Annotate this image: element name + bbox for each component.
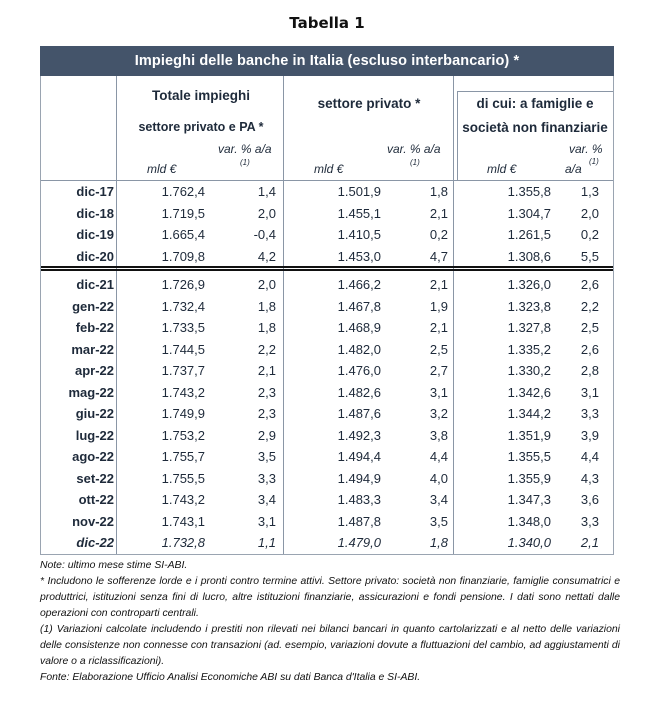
cell-private-var: 1,8 bbox=[429, 535, 448, 550]
cell-private-mld: 1.482,6 bbox=[337, 384, 381, 400]
cell-total-mld: 1.737,7 bbox=[161, 363, 205, 378]
row-label: mar-22 bbox=[71, 341, 114, 357]
cell-total-var: 2,3 bbox=[257, 406, 276, 421]
cell-total-var: 1,8 bbox=[257, 298, 276, 314]
note-variations: (1) Variazioni calcolate includendo i prestiti non rilevati nei bilanci bancari in quanto cartolarizzati e al netto delle variazioni delle consistenze non connesse con transazioni (ad. esempio, variazioni dovute a fluttuazioni del cambio, ad aggiustamenti di valore o a riclassificazioni). bbox=[40, 624, 620, 667]
cell-total-mld: 1.755,7 bbox=[161, 449, 205, 464]
cell-households-var: 2,2 bbox=[580, 298, 599, 314]
cell-private-mld: 1.479,0 bbox=[337, 535, 381, 550]
cell-total-var: 2,1 bbox=[257, 363, 276, 378]
table-row bbox=[41, 274, 613, 296]
cell-total-mld: 1.665,4 bbox=[161, 227, 205, 242]
double-separator bbox=[41, 266, 613, 271]
row-label: lug-22 bbox=[75, 427, 114, 443]
cell-total-mld: 1.744,5 bbox=[161, 341, 205, 357]
row-label: dic-20 bbox=[76, 248, 114, 264]
cell-households-mld: 1.330,2 bbox=[507, 363, 551, 378]
cell-households-mld: 1.347,3 bbox=[507, 492, 551, 507]
cell-private-var: 1,9 bbox=[429, 298, 448, 314]
cell-households-mld: 1.342,6 bbox=[507, 384, 551, 400]
header-settore-privato-pa: settore privato e PA * bbox=[138, 120, 264, 134]
table-row bbox=[41, 296, 613, 318]
cell-private-mld: 1.468,9 bbox=[337, 320, 381, 335]
row-label: mag-22 bbox=[68, 384, 114, 400]
cell-total-var: 4,2 bbox=[257, 248, 276, 264]
cell-private-var: 2,1 bbox=[429, 320, 448, 335]
cell-private-var: 2,1 bbox=[429, 205, 448, 221]
cell-households-var: 3,3 bbox=[580, 406, 599, 421]
unit-var-3b: a/a bbox=[565, 162, 582, 176]
table-row bbox=[41, 246, 613, 268]
table-row bbox=[41, 489, 613, 511]
table-title: Tabella 1 bbox=[289, 14, 365, 32]
cell-households-mld: 1.308,6 bbox=[507, 248, 551, 264]
cell-total-var: 3,1 bbox=[257, 513, 276, 529]
footnote-ref-3: (1) bbox=[589, 157, 599, 166]
row-label: giu-22 bbox=[75, 406, 114, 421]
row-label: ago-22 bbox=[72, 449, 114, 464]
row-label: ott-22 bbox=[78, 492, 114, 507]
cell-private-mld: 1.492,3 bbox=[337, 427, 381, 443]
cell-households-var: 3,3 bbox=[580, 513, 599, 529]
cell-private-mld: 1.455,1 bbox=[337, 205, 381, 221]
cell-private-var: 2,7 bbox=[429, 363, 448, 378]
cell-total-mld: 1.743,1 bbox=[161, 513, 205, 529]
cell-private-mld: 1.467,8 bbox=[337, 298, 381, 314]
table-row bbox=[41, 339, 613, 361]
header-totale-impieghi: Totale impieghi bbox=[151, 88, 250, 103]
cell-households-var: 5,5 bbox=[580, 248, 599, 264]
cell-households-mld: 1.355,8 bbox=[507, 184, 551, 199]
cell-households-var: 2,0 bbox=[580, 205, 599, 221]
table-row bbox=[41, 382, 613, 404]
row-label: feb-22 bbox=[75, 320, 114, 335]
header-famiglie-line1: di cui: a famiglie e bbox=[476, 96, 594, 111]
row-label: dic-17 bbox=[76, 184, 114, 199]
row-label: apr-22 bbox=[74, 363, 114, 378]
row-label: dic-19 bbox=[76, 227, 114, 242]
cell-total-var: 2,9 bbox=[257, 427, 276, 443]
cell-total-var: -0,4 bbox=[253, 227, 276, 242]
table-row bbox=[41, 403, 613, 425]
header-underline bbox=[457, 91, 613, 92]
unit-mld-3: mld € bbox=[487, 162, 517, 176]
table-row bbox=[41, 360, 613, 382]
cell-households-mld: 1.351,9 bbox=[507, 427, 551, 443]
cell-households-mld: 1.335,2 bbox=[507, 341, 551, 357]
unit-mld-2: mld € bbox=[314, 162, 344, 176]
cell-households-mld: 1.261,5 bbox=[507, 227, 551, 242]
unit-var-2: var. % a/a bbox=[387, 142, 441, 156]
cell-total-mld: 1.743,2 bbox=[161, 492, 205, 507]
cell-households-var: 3,6 bbox=[580, 492, 599, 507]
unit-mld-1: mld € bbox=[147, 162, 177, 176]
footnote-ref-1: (1) bbox=[240, 158, 250, 167]
cell-households-mld: 1.304,7 bbox=[507, 205, 551, 221]
table-row bbox=[41, 203, 613, 225]
cell-households-var: 3,1 bbox=[580, 384, 599, 400]
cell-households-mld: 1.344,2 bbox=[507, 406, 551, 421]
cell-private-var: 2,1 bbox=[429, 277, 448, 292]
table-banner: Impieghi delle banche in Italia (escluso interbancario) * bbox=[40, 46, 614, 76]
row-label: nov-22 bbox=[72, 513, 114, 529]
cell-households-mld: 1.326,0 bbox=[507, 277, 551, 292]
unit-var-3a: var. % bbox=[569, 142, 603, 156]
row-label: set-22 bbox=[76, 470, 114, 486]
cell-private-var: 3,5 bbox=[429, 513, 448, 529]
cell-households-var: 2,6 bbox=[580, 277, 599, 292]
cell-total-var: 3,3 bbox=[257, 470, 276, 486]
cell-private-mld: 1.483,3 bbox=[337, 492, 381, 507]
cell-households-mld: 1.355,9 bbox=[507, 470, 551, 486]
cell-households-mld: 1.340,0 bbox=[507, 535, 551, 550]
cell-private-var: 2,5 bbox=[429, 341, 448, 357]
cell-households-var: 4,3 bbox=[580, 470, 599, 486]
cell-private-mld: 1.487,8 bbox=[337, 513, 381, 529]
cell-total-mld: 1.726,9 bbox=[161, 277, 205, 292]
cell-total-mld: 1.755,5 bbox=[161, 470, 205, 486]
cell-private-mld: 1.501,9 bbox=[337, 184, 381, 199]
table-row bbox=[41, 425, 613, 447]
cell-private-var: 4,7 bbox=[429, 248, 448, 264]
table-row bbox=[41, 224, 613, 246]
table-row bbox=[41, 181, 613, 203]
cell-total-var: 3,4 bbox=[257, 492, 276, 507]
cell-private-var: 3,4 bbox=[429, 492, 448, 507]
cell-private-var: 3,2 bbox=[429, 406, 448, 421]
cell-private-mld: 1.494,9 bbox=[337, 470, 381, 486]
cell-private-mld: 1.466,2 bbox=[337, 277, 381, 292]
cell-households-var: 2,5 bbox=[580, 320, 599, 335]
cell-households-mld: 1.327,8 bbox=[507, 320, 551, 335]
unit-var-1: var. % a/a bbox=[218, 142, 272, 156]
cell-households-var: 4,4 bbox=[580, 449, 599, 464]
cell-private-var: 4,0 bbox=[429, 470, 448, 486]
cell-private-mld: 1.476,0 bbox=[337, 363, 381, 378]
cell-total-mld: 1.709,8 bbox=[161, 248, 205, 264]
cell-total-var: 1,4 bbox=[257, 184, 276, 199]
note-source: Fonte: Elaborazione Ufficio Analisi Economiche ABI su dati Banca d'Italia e SI-ABI. bbox=[40, 672, 421, 683]
cell-total-var: 2,3 bbox=[257, 384, 276, 400]
cell-private-var: 3,1 bbox=[429, 384, 448, 400]
cell-total-mld: 1.719,5 bbox=[161, 205, 205, 221]
header-settore-privato: settore privato * bbox=[317, 96, 421, 111]
cell-total-mld: 1.749,9 bbox=[161, 406, 205, 421]
cell-private-var: 3,8 bbox=[429, 427, 448, 443]
cell-households-var: 3,9 bbox=[580, 427, 599, 443]
row-label: gen-22 bbox=[72, 298, 114, 314]
row-label: dic-22 bbox=[76, 535, 114, 550]
cell-total-var: 1,8 bbox=[257, 320, 276, 335]
row-label: dic-18 bbox=[76, 205, 114, 221]
row-label: dic-21 bbox=[76, 277, 114, 292]
footnotes bbox=[40, 558, 620, 686]
cell-households-mld: 1.348,0 bbox=[507, 513, 551, 529]
cell-private-var: 0,2 bbox=[429, 227, 448, 242]
cell-total-mld: 1.743,2 bbox=[161, 384, 205, 400]
cell-households-var: 2,6 bbox=[580, 341, 599, 357]
note-estimates: Note: ultimo mese stime SI-ABI. bbox=[40, 560, 188, 571]
cell-households-mld: 1.355,5 bbox=[507, 449, 551, 464]
table-row bbox=[41, 446, 613, 468]
footnote-ref-2: (1) bbox=[410, 158, 420, 167]
table-row bbox=[41, 532, 613, 554]
cell-private-var: 1,8 bbox=[429, 184, 448, 199]
cell-households-mld: 1.323,8 bbox=[507, 298, 551, 314]
cell-total-mld: 1.762,4 bbox=[161, 184, 205, 199]
cell-private-var: 4,4 bbox=[429, 449, 448, 464]
cell-total-mld: 1.753,2 bbox=[161, 427, 205, 443]
cell-households-var: 1,3 bbox=[580, 184, 599, 199]
cell-households-var: 2,1 bbox=[580, 535, 599, 550]
cell-total-mld: 1.733,5 bbox=[161, 320, 205, 335]
cell-total-var: 2,0 bbox=[257, 277, 276, 292]
cell-private-mld: 1.410,5 bbox=[337, 227, 381, 242]
cell-total-mld: 1.732,8 bbox=[161, 535, 205, 550]
cell-total-var: 2,2 bbox=[257, 341, 276, 357]
cell-total-var: 3,5 bbox=[257, 449, 276, 464]
cell-total-mld: 1.732,4 bbox=[161, 298, 205, 314]
cell-private-mld: 1.494,4 bbox=[337, 449, 381, 464]
table-row bbox=[41, 511, 613, 533]
cell-households-var: 2,8 bbox=[580, 363, 599, 378]
note-asterisk: * Includono le sofferenze lorde e i pronti contro termine attivi. Settore privato: società non finanziarie, famiglie consumatrici e produttrici, istituzioni senza fini di lucro, altre istituzioni finanziarie, assicurazioni e fondi pensione. I dati sono nettati dalle operazioni con controparti centrali. bbox=[40, 576, 620, 619]
cell-total-var: 2,0 bbox=[257, 205, 276, 221]
cell-households-var: 0,2 bbox=[580, 227, 599, 242]
cell-private-mld: 1.453,0 bbox=[337, 248, 381, 264]
table-row bbox=[41, 468, 613, 490]
data-table bbox=[40, 76, 614, 555]
cell-private-mld: 1.487,6 bbox=[337, 406, 381, 421]
header-famiglie-line2: società non finanziarie bbox=[462, 120, 608, 135]
table-row bbox=[41, 317, 613, 339]
cell-private-mld: 1.482,0 bbox=[337, 341, 381, 357]
cell-total-var: 1,1 bbox=[257, 535, 276, 550]
